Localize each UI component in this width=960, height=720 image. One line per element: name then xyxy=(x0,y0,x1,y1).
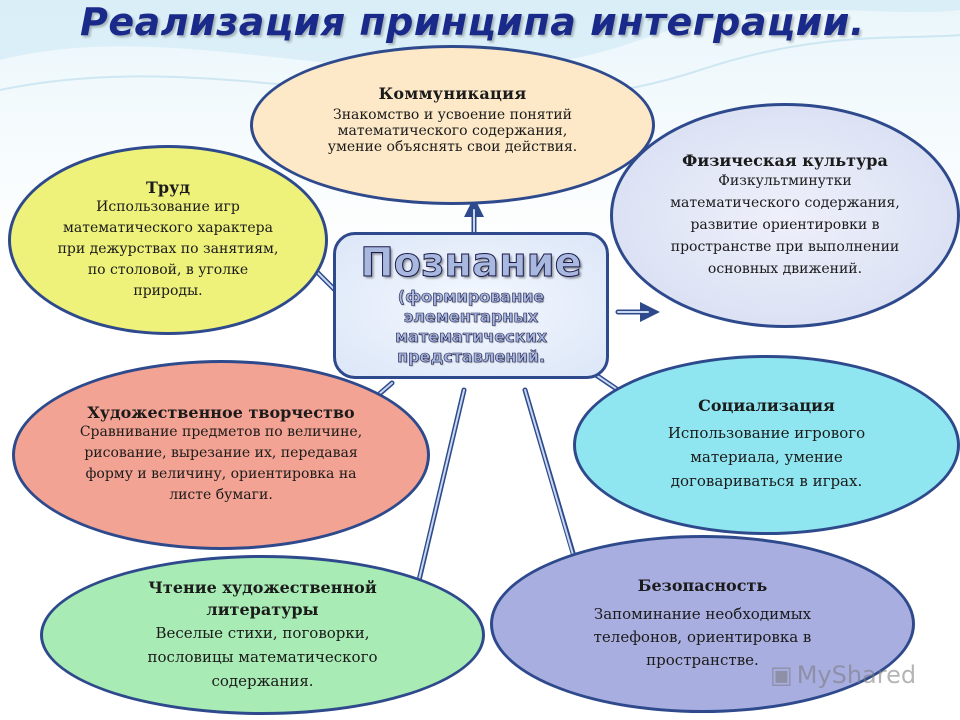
node-art-body: Сравнивание предметов по величине, рисование, вырезание их, передавая форму и величину, ориентировка на листе бумаги. xyxy=(79,424,363,503)
node-socialization-body: Использование игрового материала, умение договариваться в играх. xyxy=(667,424,866,490)
watermark-text: MyShared xyxy=(796,661,917,689)
node-socialization xyxy=(573,355,960,535)
node-safety-body: Запоминание необходимых телефонов, ориентировка в пространстве. xyxy=(593,604,812,669)
node-art-heading: Художественное творчество xyxy=(87,403,355,422)
node-labor-heading: Труд xyxy=(146,177,190,197)
node-labor xyxy=(8,145,328,335)
node-reading-body: Веселые стихи, поговорки, пословицы математического содержания. xyxy=(147,624,378,690)
page-title: Реализация принципа интеграции. xyxy=(80,0,865,44)
center-heading: Познание xyxy=(360,240,582,286)
node-physical-body: Физкультминутки математического содержания, развитие ориентировки в пространстве при выполнении основных движений. xyxy=(670,172,900,277)
node-communication-body: Знакомство и усвоение понятий математического содержания, умение объяснять свои действия. xyxy=(327,107,578,155)
node-communication-heading: Коммуникация xyxy=(378,84,527,103)
node-labor-body: Использование игр математического характера при дежурствах по занятиям, по столовой, в уголке природы. xyxy=(57,198,279,299)
node-communication xyxy=(250,45,655,205)
node-socialization-heading: Социализация xyxy=(698,396,835,415)
node-reading-heading: Чтение художественной литературы xyxy=(148,578,377,619)
node-physical-heading: Физическая культура xyxy=(682,150,888,170)
node-safety-heading: Безопасность xyxy=(637,575,768,595)
node-reading xyxy=(40,555,485,715)
node-physical xyxy=(610,103,960,328)
node-art xyxy=(12,360,430,550)
watermark-icon: ▣ xyxy=(770,661,793,689)
center-node xyxy=(333,232,609,379)
watermark xyxy=(770,660,930,690)
center-subtitle: (формирование элементарных математических представлений. xyxy=(394,287,548,366)
